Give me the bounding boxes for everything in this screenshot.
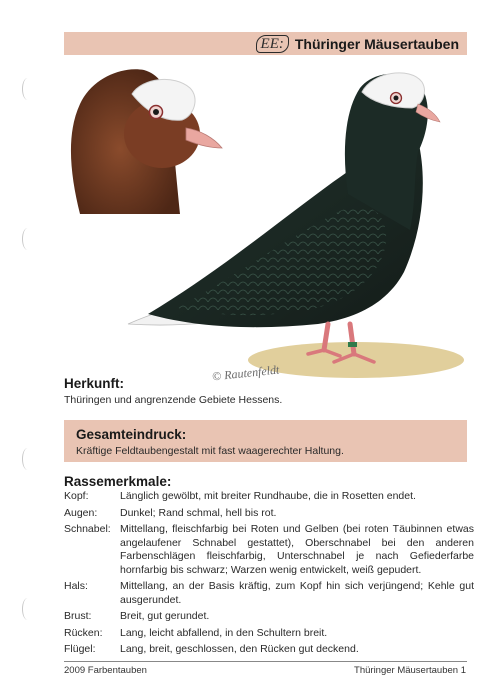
trait-row bbox=[64, 627, 474, 641]
black-pigeon-illustration bbox=[118, 62, 478, 392]
trait-label: Rücken: bbox=[64, 626, 103, 639]
trait-label: Flügel: bbox=[64, 643, 96, 655]
traits-heading: Rassemerkmale: bbox=[64, 474, 172, 489]
trait-row bbox=[64, 610, 474, 624]
binder-hole-mark bbox=[22, 78, 33, 100]
leg-ring bbox=[348, 342, 357, 347]
origin-text: Thüringen und angrenzende Gebiete Hessens. bbox=[64, 394, 283, 406]
footer-right: Thüringer Mäusertauben 1 bbox=[354, 665, 466, 676]
trait-value: Lang, leicht abfallend, in den Schultern breit. bbox=[120, 626, 328, 639]
trait-label: Schnabel: bbox=[64, 523, 111, 535]
traits-list bbox=[64, 490, 474, 660]
footer-left: 2009 Farbentauben bbox=[64, 665, 147, 676]
trait-value: Länglich gewölbt, mit breiter Rundhaube, die in Rosetten endet. bbox=[120, 490, 416, 502]
origin-heading: Herkunft: bbox=[64, 376, 124, 391]
pupil bbox=[394, 96, 399, 101]
binder-hole-mark bbox=[22, 228, 33, 250]
trait-row bbox=[64, 523, 474, 577]
binder-hole-mark bbox=[22, 598, 33, 620]
trait-label: Brust: bbox=[64, 610, 92, 622]
breed-code: EE: bbox=[256, 35, 289, 53]
impression-heading: Gesamteindruck: bbox=[76, 427, 187, 442]
trait-row bbox=[64, 490, 474, 504]
impression-text: Kräftige Feldtaubengestalt mit fast waagerechter Haltung. bbox=[76, 445, 344, 457]
trait-value: Lang, breit, geschlossen, den Rücken gut deckend. bbox=[120, 643, 359, 655]
artist-signature: © Rautenfeldt bbox=[211, 362, 280, 384]
breed-title: Thüringer Mäusertauben bbox=[294, 35, 459, 52]
trait-label: Hals: bbox=[64, 580, 88, 592]
trait-row bbox=[64, 643, 474, 657]
trait-row bbox=[64, 580, 474, 607]
trait-value: Mittellang, an der Basis kräftig, zum Kopf hin sich verjüngend; Kehle gut ausgerundet. bbox=[120, 580, 474, 606]
trait-value: Dunkel; Rand schmal, hell bis rot. bbox=[120, 506, 277, 519]
binder-hole-mark bbox=[22, 448, 33, 470]
trait-label: Kopf: bbox=[64, 490, 89, 502]
trait-value: Breit, gut gerundet. bbox=[120, 610, 210, 622]
header-band bbox=[64, 32, 467, 55]
trait-value: Mittellang, fleischfarbig bei Roten und Gelben (bei roten Täubinnen etwas angelaufener Schnabel gestattet), Oberschnabel bei den anderen Farbenschlägen fleischfarbig, Unterschnabel je nach Gefiederfarbe hornfarbig bis schwarz; Warzen wenig entwickelt, weiß gepudert. bbox=[120, 523, 474, 576]
ground-shadow bbox=[248, 342, 464, 378]
trait-row bbox=[64, 507, 474, 521]
trait-label: Augen: bbox=[64, 506, 98, 519]
footer-rule bbox=[64, 661, 467, 662]
